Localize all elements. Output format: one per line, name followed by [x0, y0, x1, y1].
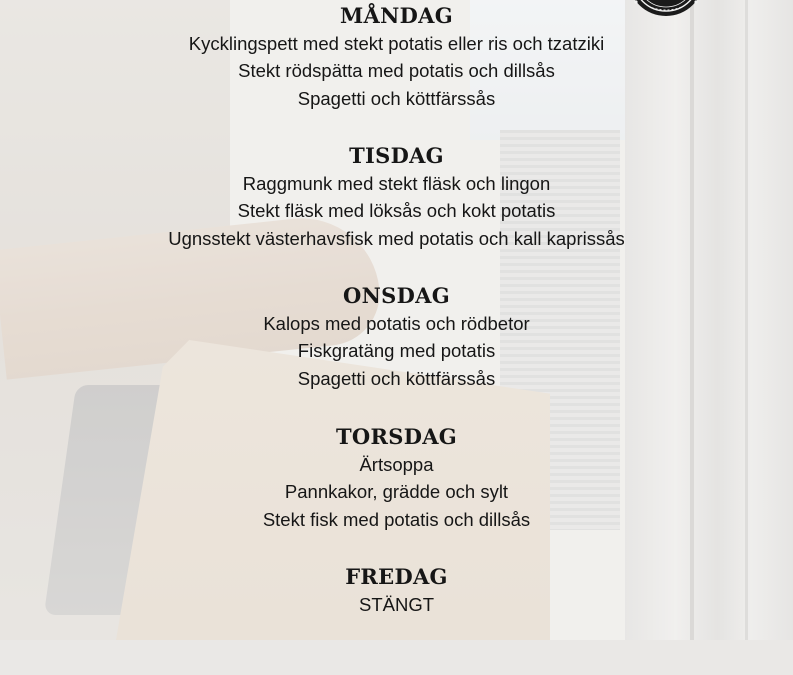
dish-item: Stekt fisk med potatis och dillsås	[262, 508, 531, 530]
dish-item: Fiskgratäng med potatis	[297, 340, 496, 362]
day-wednesday	[0, 282, 793, 392]
dish-item: Spagetti och köttfärssås	[297, 87, 496, 109]
dish-item: Kalops med potatis och rödbetor	[263, 313, 530, 334]
dish-item: Ugnsstekt västerhavsfisk med potatis och kall kaprissås	[168, 227, 625, 249]
day-monday	[0, 2, 793, 112]
day-title: FREDAG	[345, 564, 448, 589]
dish-item: Ärtsoppa	[359, 454, 434, 475]
dish-item: Spagetti och köttfärssås	[297, 367, 496, 389]
day-title: ONSDAG	[343, 283, 450, 308]
dish-item: Kycklingspett med stekt potatis eller ris och tzatziki	[188, 33, 605, 54]
day-thursday	[0, 423, 793, 533]
day-tuesday	[0, 142, 793, 252]
day-title: MÅNDAG	[340, 3, 453, 28]
day-title: TORSDAG	[335, 424, 458, 449]
dish-item: Raggmunk med stekt fläsk och lingon	[242, 173, 551, 194]
dish-item: Stekt fläsk med löksås och kokt potatis	[237, 200, 556, 222]
day-title: TISDAG	[349, 143, 444, 168]
dish-item: Stekt rödspätta med potatis och dillsås	[238, 60, 555, 82]
dish-item: STÄNGT	[358, 594, 435, 615]
dish-item: Pannkakor, grädde och sylt	[284, 481, 509, 503]
day-friday	[0, 563, 793, 618]
